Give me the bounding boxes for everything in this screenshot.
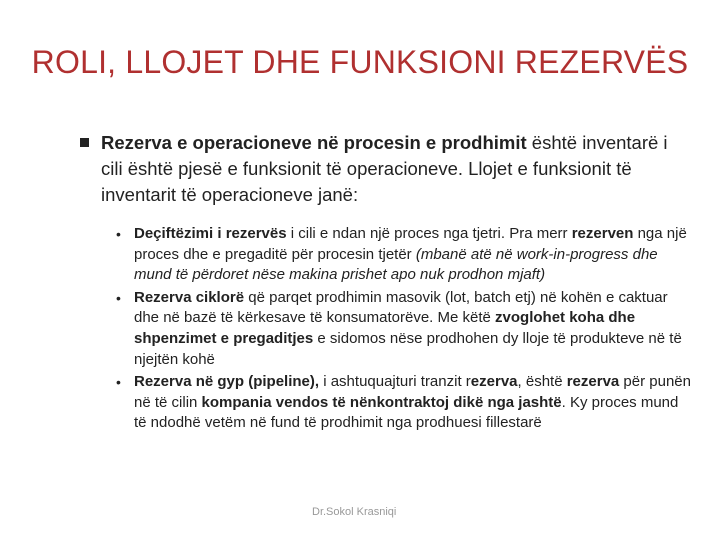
sub1-bold-2: rezerven [571,225,634,242]
sub2-text-2: e sidomos nëse prodhohen dy lloje të produkteve në të njejtën kohë [134,329,682,368]
sub3-bold-1: Rezerva në gyp (pipeline), [134,373,320,391]
list-item [114,288,694,370]
bullet-dot-icon: • [116,226,121,242]
main-bullet-rest: është inventarë i cili është pjesë e funksionit të operacioneve. Llojet e funksionit të inventarit të operacioneve janë: [101,132,668,205]
sub1-text-1: i cili e ndan një proces nga tjetri. Pra merr [286,225,572,242]
main-bullet-bold: Rezerva e operacioneve në procesin e prodhimit [101,132,527,153]
sub3-text-1: i ashtuquajturi tranzit r [319,373,471,391]
sub1-bold-1: Deçiftëzimi i rezervës [134,225,287,242]
sub-bullet-list [114,224,694,436]
sub3-text-2: , është [517,373,567,391]
sub3-text-4: . Ky proces mund të ndodhë vetëm në fund të prodhimit nga prodhuesi fillestarë [134,393,679,432]
sub3-bold-2: ezerva [470,373,518,391]
footer-author: Dr.Sokol Krasniqi [312,506,397,518]
slide-title: ROLI, LLOJET DHE FUNKSIONI REZERVËS [31,44,689,80]
main-bullet-text [101,130,685,208]
list-item [114,224,694,286]
bullet-dot-icon: • [116,374,121,391]
list-item [114,372,694,434]
sub2-text-1: që parqet prodhimin masovik (lot, batch etj) në kohën e caktuar dhe në bazë të kërkesave të konsumatorëve. Me këtë [134,288,668,327]
square-bullet-icon [80,138,89,147]
sub2-bold-2: zvoglohet koha dhe shpenzimet e pregaditjes [134,309,636,347]
sub3-bold-3: rezerva [566,373,620,391]
bullet-dot-icon: • [116,289,121,306]
sub1-text-2: nga një proces dhe e pregaditë për procesin tjetër [134,225,687,263]
main-bullet [80,130,685,208]
sub3-text-3: për punën në të cilin [134,373,691,411]
sub1-italic: (mbanë atë në work-in-progress dhe mund të përdoret nëse makina prishet apo nuk prodhon mjaft) [134,245,658,284]
sub2-bold-1: Rezerva ciklorë [134,288,245,306]
sub3-bold-4: kompania vendos të nënkontraktoj dikë nga jashtë [201,393,562,411]
